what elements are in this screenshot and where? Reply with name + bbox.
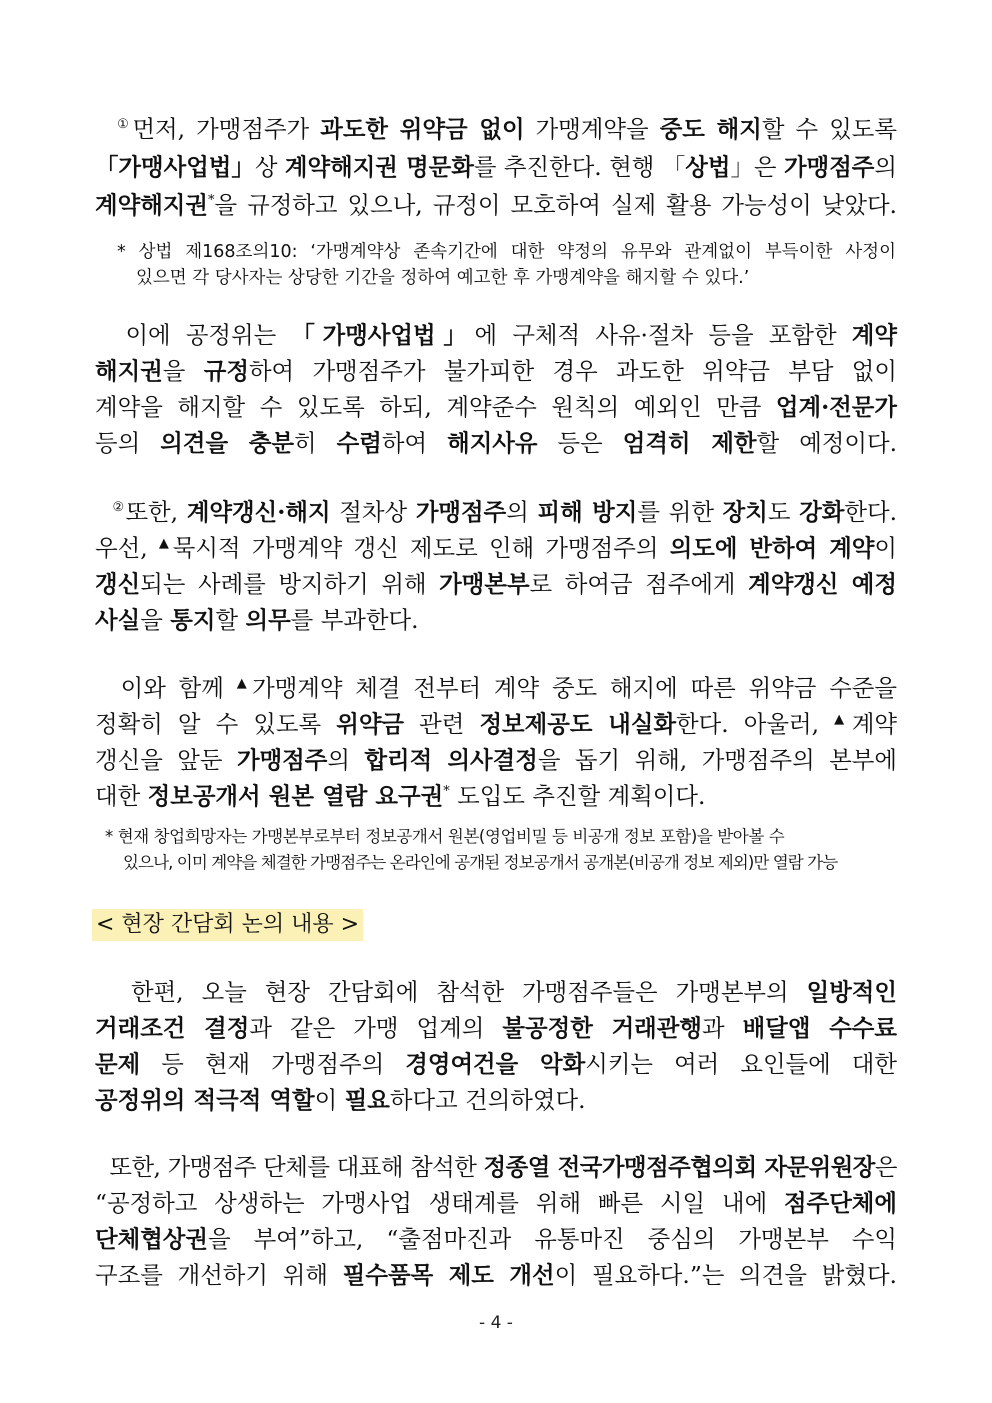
triangle-bullet-icon: ▲ [236, 676, 253, 692]
paragraph-4-line-1: 이와 함께 ▲가맹계약 체결 전부터 계약 중도 해지에 따른 위약금 수준을 [120, 674, 897, 702]
paragraph-2-line-2: 해지권을 규정하여 가맹점주가 불가피한 경우 과도한 위약금 부담 없이 [95, 357, 897, 385]
paragraph-3-line-4: 사실을 통지할 의무를 부과한다. [95, 606, 419, 634]
paragraph-1-line-3: 계약해지권*을 규정하고 있으나, 규정이 모호하여 실제 활용 가능성이 낮았다. [95, 191, 897, 219]
paragraph-2-line-4: 등의 의견을 충분히 수렴하여 해지사유 등은 엄격히 제한할 예정이다. [95, 429, 898, 457]
footnote-1-line-2: 있으면 각 당사자는 상당한 기간을 정하여 예고한 후 가맹계약을 해지할 수 있다.’ [136, 268, 750, 288]
paragraph-1-line-2: 「가맹사업법」상 계약해지권 명문화를 추진한다. 현행 「상법」은 가맹점주의 [95, 153, 897, 181]
circled-number-1: ① [117, 117, 133, 133]
paragraph-6-line-2: “공정하고 상생하는 가맹사업 생태계를 위해 빠른 시일 내에 점주단체에 [95, 1189, 897, 1217]
paragraph-5-line-1: 한편, 오늘 현장 간담회에 참석한 가맹점주들은 가맹본부의 일방적인 [130, 978, 897, 1006]
paragraph-6-line-4: 구조를 개선하기 위해 필수품목 제도 개선이 필요하다.”는 의견을 밝혔다. [95, 1261, 897, 1289]
paragraph-1-line-1: ①먼저, 가맹점주가 과도한 위약금 없이 가맹계약을 중도 해지할 수 있도록 [117, 115, 897, 143]
circled-number-2: ② [112, 500, 126, 516]
footnote-2-line-1: * 현재 창업희망자는 가맹본부로부터 정보공개서 원본(영업비밀 등 비공개 정보 포함)을 받아볼 수 [105, 827, 785, 846]
paragraph-6-line-3: 단체협상권을 부여”하고, “출점마진과 유통마진 중심의 가맹본부 수익 [95, 1225, 897, 1253]
paragraph-2-line-1: 이에 공정위는 「가맹사업법」에 구체적 사유·절차 등을 포함한 계약 [125, 321, 897, 349]
paragraph-2-line-3: 계약을 해지할 수 있도록 하되, 계약준수 원칙의 예외인 만큼 업계·전문가 [95, 393, 897, 421]
paragraph-6-line-1: 또한, 가맹점주 단체를 대표해 참석한 정종열 전국가맹점주협의회 자문위원장은 [109, 1153, 898, 1181]
paragraph-4-line-3: 갱신을 앞둔 가맹점주의 합리적 의사결정을 돕기 위해, 가맹점주의 본부에 [95, 746, 897, 774]
paragraph-3-line-1: ②또한, 계약갱신·해지 절차상 가맹점주의 피해 방지를 위한 장치도 강화한다. [112, 498, 898, 526]
paragraph-4-line-4: 대한 정보공개서 원본 열람 요구권* 도입도 추진할 계획이다. [95, 782, 706, 810]
paragraph-5-line-2: 거래조건 결정과 같은 가맹 업계의 불공정한 거래관행과 배달앱 수수료 [95, 1014, 897, 1042]
paragraph-5-line-4: 공정위의 적극적 역할이 필요하다고 건의하였다. [95, 1086, 586, 1114]
paragraph-3-line-2: 우선, ▲묵시적 가맹계약 갱신 제도로 인해 가맹점주의 의도에 반하여 계약이 [95, 534, 898, 562]
paragraph-3-line-3: 갱신되는 사례를 방지하기 위해 가맹본부로 하여금 점주에게 계약갱신 예정 [95, 570, 897, 598]
section-heading: < 현장 간담회 논의 내용 > [92, 909, 363, 941]
paragraph-4-line-2: 정확히 알 수 있도록 위약금 관련 정보제공도 내실화한다. 아울러, ▲계약 [95, 710, 898, 738]
triangle-bullet-icon: ▲ [158, 536, 173, 552]
footnote-2-line-2: 있으나, 이미 계약을 체결한 가맹점주는 온라인에 공개된 정보공개서 공개본(비공개 정보 제외)만 열람 가능 [123, 853, 838, 872]
paragraph-5-line-3: 문제 등 현재 가맹점주의 경영여건을 악화시키는 여러 요인들에 대한 [95, 1050, 897, 1078]
page-number: - 4 - [479, 1313, 513, 1333]
footnote-1-line-1: * 상법 제168조의10: ‘가맹계약상 존속기간에 대한 약정의 유무와 관계없이 부득이한 사정이 [117, 242, 896, 262]
triangle-bullet-icon: ▲ [834, 712, 852, 728]
